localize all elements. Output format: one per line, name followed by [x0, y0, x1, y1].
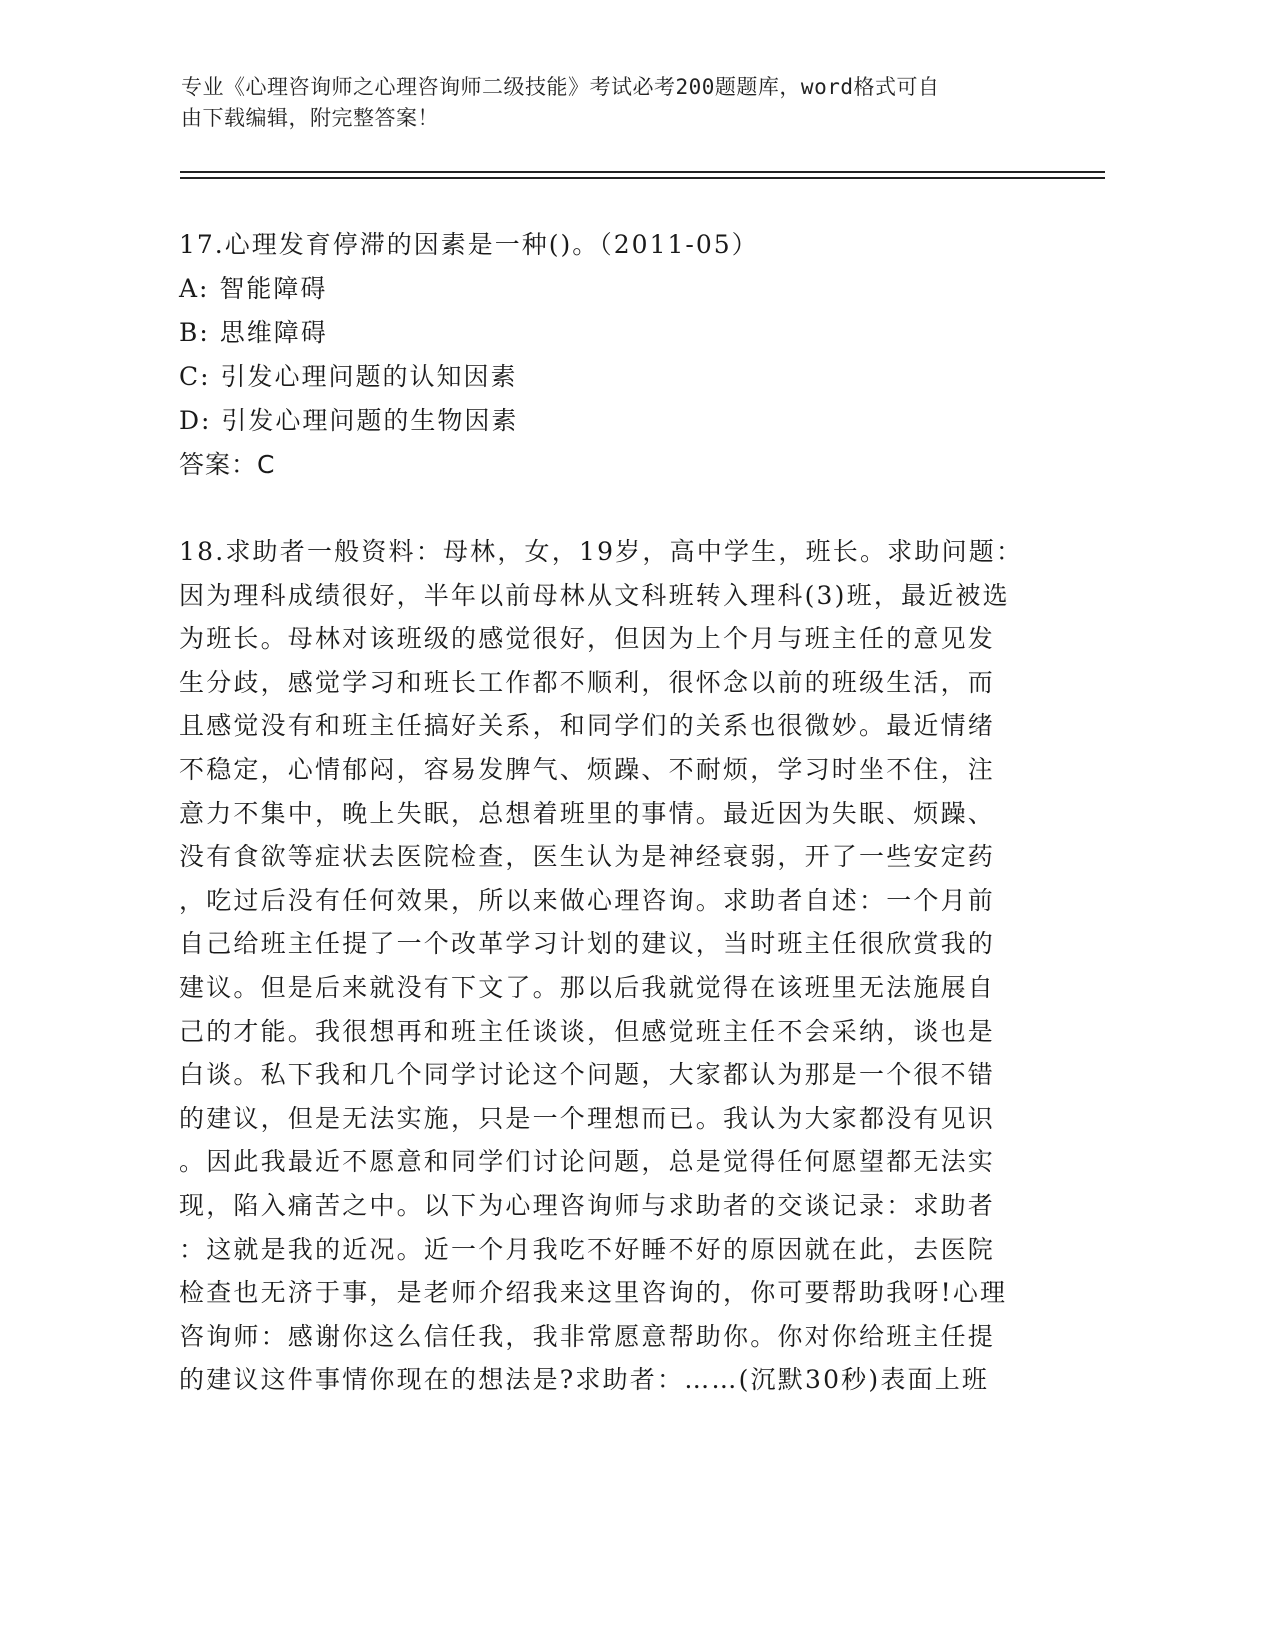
question-18-line: 且感觉没有和班主任搞好关系，和同学们的关系也很微妙。最近情绪	[179, 711, 996, 741]
question-18-line: ，吃过后没有任何效果，所以来做心理咨询。求助者自述：一个月前	[179, 885, 996, 915]
question-18-line: 己的才能。我很想再和班主任谈谈，但感觉班主任不会采纳，谈也是	[179, 1016, 996, 1046]
question-17-answer: 答案：C	[179, 450, 276, 479]
header-line-1: 专业《心理咨询师之心理咨询师二级技能》考试必考200题题库，word格式可自	[181, 75, 940, 99]
question-18-line: 。因此我最近不愿意和同学们讨论问题，总是觉得任何愿望都无法实	[179, 1147, 996, 1177]
question-18-line: 现，陷入痛苦之中。以下为心理咨询师与求助者的交谈记录：求助者	[179, 1190, 996, 1220]
question-18-line: 18.求助者一般资料：母林，女，19岁，高中学生，班长。求助问题：	[179, 537, 1024, 566]
question-18-line: 自己给班主任提了一个改革学习计划的建议，当时班主任很欣赏我的	[179, 929, 996, 959]
question-18-line: 咨询师：感谢你这么信任我，我非常愿意帮助你。你对你给班主任提	[179, 1321, 996, 1351]
question-18-line: 因为理科成绩很好，半年以前母林从文科班转入理科(3)班，最近被选	[179, 580, 1010, 610]
question-18-line: 不稳定，心情郁闷，容易发脾气、烦躁、不耐烦，学习时坐不住，注	[179, 754, 996, 784]
header-divider-bottom	[180, 177, 1105, 179]
question-17-stem: 17.心理发育停滞的因素是一种()。（2011-05）	[179, 230, 759, 259]
question-18-line: 检查也无济于事，是老师介绍我来这里咨询的，你可要帮助我呀!心理	[179, 1278, 1008, 1308]
question-18-line: 白谈。私下我和几个同学讨论这个问题，大家都认为那是一个很不错	[179, 1060, 996, 1090]
question-18-line: 意力不集中，晚上失眠，总想着班里的事情。最近因为失眠、烦躁、	[179, 798, 996, 828]
question-17-option-c: C: 引发心理问题的认知因素	[179, 362, 518, 391]
question-18-line: 建议。但是后来就没有下文了。那以后我就觉得在该班里无法施展自	[179, 972, 996, 1002]
question-18	[179, 530, 1039, 1402]
question-18-line: 生分歧，感觉学习和班长工作都不顺利，很怀念以前的班级生活，而	[179, 667, 996, 697]
question-18-line: 没有食欲等症状去医院检查，医生认为是神经衰弱，开了一些安定药	[179, 842, 996, 872]
header-divider-top	[180, 171, 1105, 173]
question-18-line: 为班长。母林对该班级的感觉很好，但因为上个月与班主任的意见发	[179, 624, 996, 654]
document-header	[181, 72, 1061, 134]
question-17-option-a: A: 智能障碍	[179, 274, 328, 303]
question-17-option-d: D: 引发心理问题的生物因素	[179, 406, 519, 435]
question-17	[179, 225, 759, 489]
header-line-2: 由下载编辑，附完整答案！	[181, 106, 439, 130]
question-18-line: 的建议这件事情你现在的想法是?求助者：……(沉默30秒)表面上班	[179, 1365, 990, 1395]
question-18-line: ：这就是我的近况。近一个月我吃不好睡不好的原因就在此，去医院	[179, 1234, 996, 1264]
question-17-option-b: B: 思维障碍	[179, 318, 328, 347]
question-18-line: 的建议，但是无法实施，只是一个理想而已。我认为大家都没有见识	[179, 1103, 996, 1133]
